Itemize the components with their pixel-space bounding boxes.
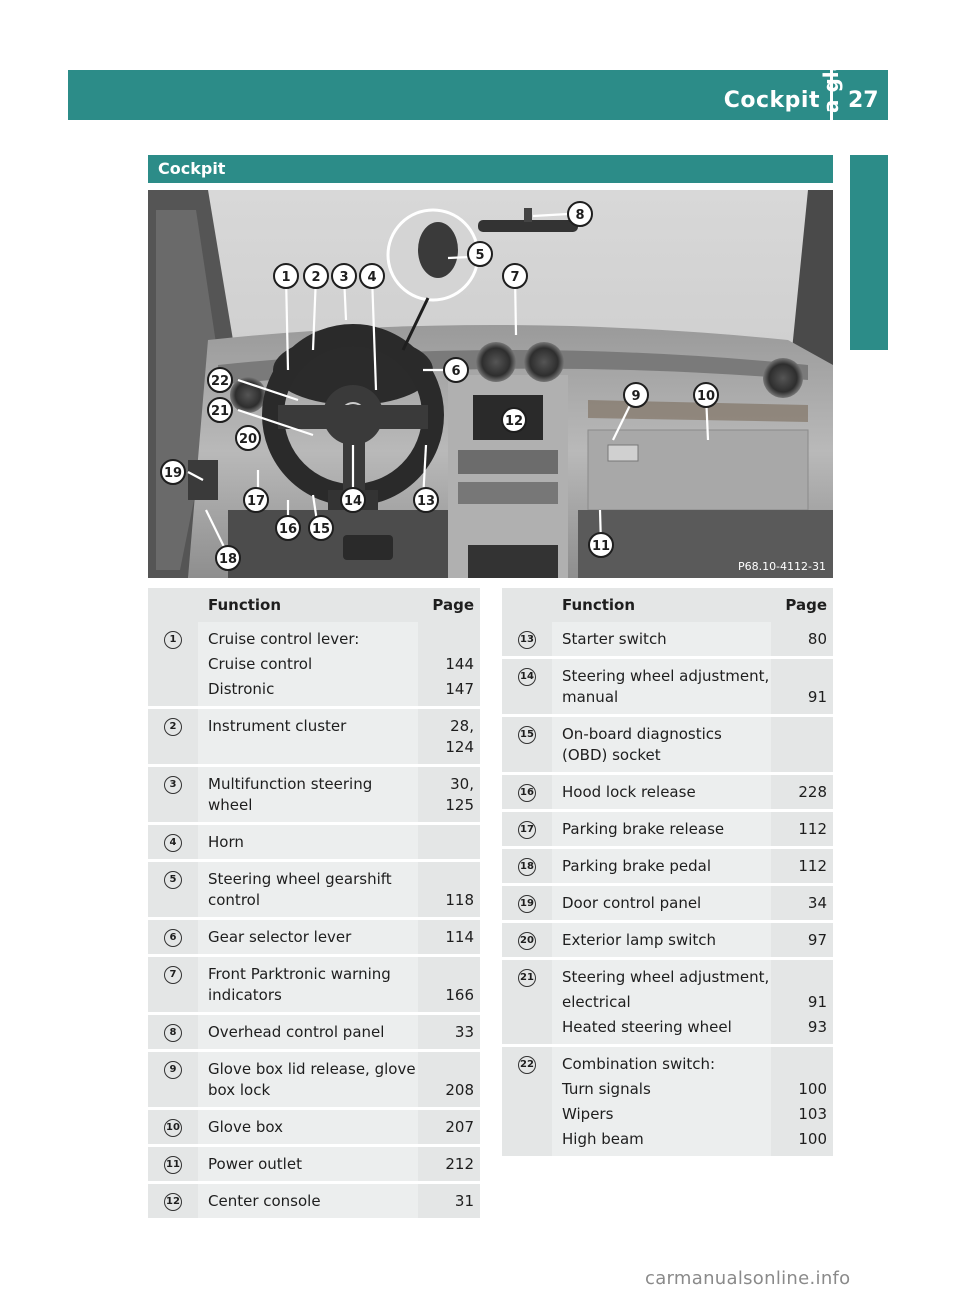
function-text: Overhead control panel: [208, 1023, 385, 1041]
item-number-badge: 6: [164, 929, 182, 947]
table-row: [502, 717, 833, 772]
function-text: On-board diagnostics: [562, 725, 722, 743]
function-cell: [198, 920, 418, 954]
callout-16: [276, 516, 300, 540]
function-text: Starter switch: [562, 630, 667, 648]
table-row: [148, 825, 480, 859]
item-number-cell: [502, 960, 552, 1044]
table-row: [502, 1047, 833, 1156]
function-cell: [198, 1184, 418, 1218]
item-number-cell: [148, 862, 198, 917]
page-cell: [418, 1147, 480, 1181]
callout-7: [503, 264, 527, 288]
function-text: Power outlet: [208, 1155, 302, 1173]
function-text: Hood lock release: [562, 783, 696, 801]
function-text: Glove box lid release, glove: [208, 1060, 416, 1078]
table-row: [148, 1052, 480, 1107]
page-cell: [418, 825, 480, 859]
page-ref: 228: [798, 783, 827, 801]
function-cell: [552, 1047, 771, 1156]
page-cell: [771, 849, 833, 883]
item-number-cell: [148, 1015, 198, 1049]
page-ref: 212: [445, 1155, 474, 1173]
header-num: [148, 588, 198, 622]
page-ref: [418, 1059, 474, 1080]
function-text: Front Parktronic warning: [208, 965, 391, 983]
header-bar: [68, 70, 888, 120]
item-number-cell: [502, 659, 552, 714]
function-text: Gear selector lever: [208, 928, 352, 946]
page-cell: [418, 622, 480, 706]
function-text: Door control panel: [562, 894, 702, 912]
svg-text:3: 3: [339, 270, 349, 285]
function-cell: [198, 1110, 418, 1144]
callout-21: [208, 398, 232, 422]
page-ref: [771, 666, 827, 687]
function-cell: [198, 862, 418, 917]
item-number-cell: [148, 622, 198, 706]
function-text: Multifunction steering: [208, 775, 373, 793]
callout-12: [502, 408, 526, 432]
svg-text:22: 22: [210, 374, 230, 389]
page-cell: [418, 1052, 480, 1107]
item-number-cell: [148, 709, 198, 764]
function-cell: [198, 767, 418, 822]
page-cell: [418, 1184, 480, 1218]
function-text: Parking brake pedal: [562, 857, 712, 875]
header-num: [502, 588, 552, 622]
callout-20: [236, 426, 260, 450]
page-ref: 30,: [450, 775, 474, 793]
page-cell: [418, 1110, 480, 1144]
page-ref: [418, 869, 474, 890]
svg-text:13: 13: [416, 494, 436, 509]
callout-3: [332, 264, 356, 288]
page-ref: [771, 724, 827, 745]
callout-4: [360, 264, 384, 288]
page-cell: [771, 923, 833, 957]
page-ref: 97: [807, 931, 827, 949]
table-row: [148, 1110, 480, 1144]
callout-9: [624, 383, 648, 407]
table-row: [148, 767, 480, 822]
page-ref: 144: [445, 655, 474, 673]
item-number-cell: [502, 622, 552, 656]
item-number-badge: 16: [518, 784, 536, 802]
function-text: (OBD) socket: [562, 746, 661, 764]
function-text: Cruise control: [208, 655, 313, 673]
page-cell: [771, 812, 833, 846]
page-ref: 91: [807, 993, 827, 1011]
page-cell: [418, 862, 480, 917]
function-text: Steering wheel adjustment,: [562, 667, 770, 685]
page-cell: [771, 659, 833, 714]
callout-13: [414, 488, 438, 512]
page-ref: 28,: [450, 717, 474, 735]
page-ref: 100: [798, 1080, 827, 1098]
function-cell: [198, 957, 418, 1012]
item-number-cell: [148, 825, 198, 859]
function-cell: [198, 825, 418, 859]
svg-text:15: 15: [311, 522, 331, 537]
function-cell: [552, 886, 771, 920]
header-page: Page: [418, 588, 480, 622]
page-ref: 114: [445, 928, 474, 946]
item-number-badge: 5: [164, 871, 182, 889]
svg-text:1: 1: [281, 270, 291, 285]
callout-11: [589, 533, 613, 557]
item-number-cell: [148, 767, 198, 822]
page-cell: [418, 920, 480, 954]
function-text: electrical: [562, 993, 631, 1011]
function-text: [208, 737, 418, 758]
callout-5: [468, 242, 492, 266]
svg-text:2: 2: [311, 270, 321, 285]
item-number-badge: 3: [164, 776, 182, 794]
table-row: [148, 957, 480, 1012]
callout-17: [244, 488, 268, 512]
page-ref: [771, 967, 827, 988]
item-number-badge: 17: [518, 821, 536, 839]
function-text: Combination switch:: [562, 1055, 716, 1073]
function-cell: [198, 1015, 418, 1049]
svg-text:20: 20: [238, 432, 258, 447]
page-ref: 34: [807, 894, 827, 912]
item-number-badge: 13: [518, 631, 536, 649]
item-number-badge: 7: [164, 966, 182, 984]
function-cell: [198, 709, 418, 764]
function-table-left: [148, 588, 480, 1218]
item-number-cell: [148, 1110, 198, 1144]
photo-code: P68.10-4112-31: [737, 560, 826, 573]
table-row: [502, 622, 833, 656]
callout-1: [274, 264, 298, 288]
table-row: [148, 1015, 480, 1049]
item-number-badge: 4: [164, 834, 182, 852]
svg-text:14: 14: [343, 494, 363, 509]
header-function: Function: [552, 588, 771, 622]
item-number-cell: [502, 775, 552, 809]
item-number-badge: 22: [518, 1056, 536, 1074]
function-text: Steering wheel gearshift: [208, 870, 392, 888]
function-cell: [198, 622, 418, 706]
header-title: Cockpit: [723, 88, 820, 113]
page-ref: [771, 745, 827, 766]
item-number-badge: 2: [164, 718, 182, 736]
item-number-badge: 19: [518, 895, 536, 913]
function-text: Steering wheel adjustment,: [562, 968, 770, 986]
item-number-cell: [502, 812, 552, 846]
item-number-badge: 21: [518, 969, 536, 987]
item-number-badge: 18: [518, 858, 536, 876]
item-number-cell: [148, 1147, 198, 1181]
svg-text:18: 18: [218, 552, 238, 567]
function-text: High beam: [562, 1130, 644, 1148]
svg-text:19: 19: [163, 466, 183, 481]
header-page: Page: [771, 588, 833, 622]
table-row: [502, 812, 833, 846]
svg-text:21: 21: [210, 404, 230, 419]
table-row: [148, 622, 480, 706]
table-row: [148, 709, 480, 764]
table-row: [148, 1184, 480, 1218]
function-text: box lock: [208, 1081, 271, 1099]
page-ref: 207: [445, 1118, 474, 1136]
item-number-cell: [148, 1052, 198, 1107]
page-cell: [771, 886, 833, 920]
side-tab-label: At a glance: [819, 18, 843, 145]
item-number-badge: 14: [518, 668, 536, 686]
cockpit-photo: [148, 190, 833, 578]
header-function: Function: [198, 588, 418, 622]
item-number-cell: [148, 1184, 198, 1218]
page-ref: 112: [798, 820, 827, 838]
function-text: manual: [562, 688, 619, 706]
callout-22: [208, 368, 232, 392]
function-text: indicators: [208, 986, 282, 1004]
callout-14: [341, 488, 365, 512]
callout-19: [161, 460, 185, 484]
page-cell: [771, 717, 833, 772]
page-ref: 125: [445, 796, 474, 814]
function-cell: [552, 659, 771, 714]
item-number-badge: 12: [164, 1193, 182, 1211]
item-number-cell: [148, 957, 198, 1012]
svg-text:16: 16: [278, 522, 298, 537]
page-ref: [418, 964, 474, 985]
svg-text:7: 7: [510, 270, 520, 285]
item-number-cell: [502, 923, 552, 957]
callout-18: [216, 546, 240, 570]
page-ref: 166: [445, 986, 474, 1004]
page-ref: [418, 629, 474, 650]
function-text: Horn: [208, 833, 244, 851]
function-table-right: [502, 588, 833, 1156]
item-number-badge: 15: [518, 726, 536, 744]
callout-2: [304, 264, 328, 288]
watermark: carmanualsonline.info: [645, 1268, 851, 1289]
function-cell: [552, 775, 771, 809]
function-text: Exterior lamp switch: [562, 931, 717, 949]
function-text: control: [208, 891, 260, 909]
svg-text:9: 9: [631, 389, 641, 404]
page-ref: 103: [798, 1105, 827, 1123]
page-cell: [418, 709, 480, 764]
page-ref: 80: [807, 630, 827, 648]
item-number-badge: 10: [164, 1119, 182, 1137]
table-row: [148, 862, 480, 917]
function-text: Distronic: [208, 680, 275, 698]
function-text: Wipers: [562, 1105, 614, 1123]
item-number-cell: [502, 886, 552, 920]
item-number-badge: 9: [164, 1061, 182, 1079]
item-number-badge: 1: [164, 631, 182, 649]
function-text: Heated steering wheel: [562, 1018, 732, 1036]
svg-text:17: 17: [246, 494, 266, 509]
page-ref: [418, 832, 474, 853]
page-number: 27: [848, 88, 879, 113]
item-number-badge: 20: [518, 932, 536, 950]
page-ref: 208: [445, 1081, 474, 1099]
page-ref: 93: [807, 1018, 827, 1036]
svg-text:8: 8: [575, 208, 585, 223]
table-row: [502, 923, 833, 957]
page-ref: 31: [454, 1192, 474, 1210]
page-ref: 124: [445, 738, 474, 756]
function-text: Center console: [208, 1192, 321, 1210]
function-cell: [198, 1052, 418, 1107]
function-cell: [552, 849, 771, 883]
page-cell: [418, 957, 480, 1012]
page-cell: [771, 775, 833, 809]
item-number-cell: [502, 849, 552, 883]
table-row: [502, 886, 833, 920]
item-number-badge: 8: [164, 1024, 182, 1042]
page-ref: 118: [445, 891, 474, 909]
svg-text:10: 10: [696, 389, 716, 404]
table-row: [502, 659, 833, 714]
svg-text:11: 11: [591, 539, 611, 554]
page-ref: 91: [807, 688, 827, 706]
function-text: Turn signals: [562, 1080, 651, 1098]
svg-text:12: 12: [504, 414, 524, 429]
function-cell: [552, 812, 771, 846]
svg-text:4: 4: [367, 270, 377, 285]
page-ref: 112: [798, 857, 827, 875]
item-number-cell: [502, 1047, 552, 1156]
function-text: wheel: [208, 796, 253, 814]
item-number-cell: [148, 920, 198, 954]
table-row: [502, 775, 833, 809]
table-row: [148, 1147, 480, 1181]
function-cell: [552, 923, 771, 957]
function-cell: [552, 622, 771, 656]
function-cell: [552, 960, 771, 1044]
callout-15: [309, 516, 333, 540]
function-cell: [198, 1147, 418, 1181]
function-text: Instrument cluster: [208, 717, 347, 735]
page-ref: 33: [454, 1023, 474, 1041]
function-text: Cruise control lever:: [208, 630, 360, 648]
function-cell: [552, 717, 771, 772]
page-cell: [418, 767, 480, 822]
callout-8: [568, 202, 592, 226]
callout-6: [444, 358, 468, 382]
page-ref: [771, 1054, 827, 1075]
page-cell: [771, 1047, 833, 1156]
page-cell: [771, 960, 833, 1044]
page-cell: [418, 1015, 480, 1049]
page-ref: 100: [798, 1130, 827, 1148]
page-cell: [771, 622, 833, 656]
page-ref: 147: [445, 680, 474, 698]
item-number-badge: 11: [164, 1156, 182, 1174]
svg-text:5: 5: [475, 248, 485, 263]
function-text: Glove box: [208, 1118, 283, 1136]
item-number-cell: [502, 717, 552, 772]
section-title: Cockpit: [148, 155, 833, 183]
svg-text:6: 6: [451, 364, 461, 379]
table-row: [148, 920, 480, 954]
table-row: [502, 849, 833, 883]
table-row: [502, 960, 833, 1044]
function-text: Parking brake release: [562, 820, 725, 838]
callout-10: [694, 383, 718, 407]
